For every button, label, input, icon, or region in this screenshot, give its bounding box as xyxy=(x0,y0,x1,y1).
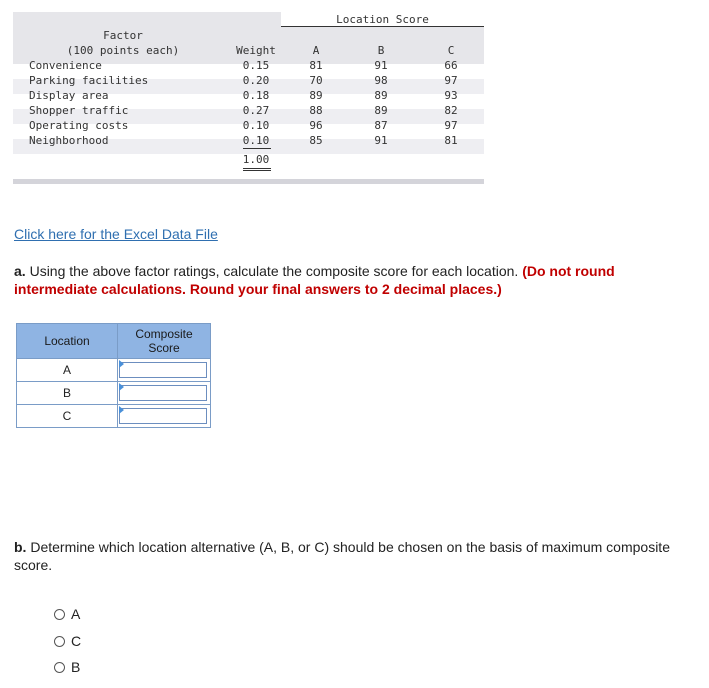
factor-header: Factor xyxy=(103,29,143,42)
score-b: 91 xyxy=(374,59,388,72)
radio-circle-icon[interactable] xyxy=(54,609,65,620)
factor-name: Operating costs xyxy=(29,119,129,132)
score-a: 85 xyxy=(309,134,323,147)
table-row xyxy=(17,405,211,428)
factor-name: Shopper traffic xyxy=(29,104,129,117)
input-marker-icon xyxy=(119,383,124,391)
col-b-header: B xyxy=(377,44,385,57)
input-marker-icon xyxy=(119,406,124,414)
score-b: 87 xyxy=(374,119,388,132)
score-c: 97 xyxy=(444,119,458,132)
option-b[interactable] xyxy=(54,659,80,675)
score-c: 66 xyxy=(444,59,458,72)
location-score-header: Location Score xyxy=(336,13,429,26)
answer-header-row xyxy=(17,324,211,359)
score-c: 82 xyxy=(444,104,458,117)
total-double-rule xyxy=(243,170,271,171)
question-a-label: a. xyxy=(14,263,26,279)
radio-circle-icon[interactable] xyxy=(54,636,65,647)
factor-name: Display area xyxy=(29,89,109,102)
col-a-header: A xyxy=(312,44,320,57)
location-cell: C xyxy=(17,405,118,428)
score-b: 98 xyxy=(374,74,388,87)
excel-data-link[interactable]: Click here for the Excel Data File xyxy=(14,226,218,242)
score-b: 89 xyxy=(374,89,388,102)
factor-header-sub: (100 points each) xyxy=(66,44,180,57)
location-cell: B xyxy=(17,382,118,405)
score-a: 81 xyxy=(309,59,323,72)
question-a-instruction: (Do not round intermediate calculations. Round your final answers to 2 decimal places.) xyxy=(14,263,615,297)
question-b-label: b. xyxy=(14,539,27,555)
factor-weight: 0.10 xyxy=(242,134,270,147)
score-c: 97 xyxy=(444,74,458,87)
score-cell xyxy=(118,359,211,382)
question-b-text: Determine which location alternative (A, B, or C) should be chosen on the basis of maximum composite score. xyxy=(14,539,670,573)
score-a: 96 xyxy=(309,119,323,132)
score-a: 70 xyxy=(309,74,323,87)
composite-score-table xyxy=(16,323,211,428)
table-row xyxy=(17,359,211,382)
option-label: B xyxy=(71,659,81,675)
factor-weight: 0.20 xyxy=(242,74,270,87)
factor-weight: 0.18 xyxy=(242,89,270,102)
factor-name: Neighborhood xyxy=(29,134,109,147)
question-b xyxy=(14,538,694,574)
score-input-a[interactable] xyxy=(119,362,207,378)
question-a-text: Using the above factor ratings, calculate the composite score for each location. xyxy=(25,263,523,279)
option-label: C xyxy=(71,633,82,649)
score-c: 81 xyxy=(444,134,458,147)
question-a xyxy=(14,262,694,298)
score-a: 88 xyxy=(309,104,323,117)
location-cell: A xyxy=(17,359,118,382)
score-input-c[interactable] xyxy=(119,408,207,424)
sum-rule xyxy=(243,148,271,149)
total-double-rule xyxy=(243,168,271,169)
option-label: A xyxy=(71,606,81,622)
score-cell xyxy=(118,405,211,428)
factor-weight: 0.15 xyxy=(242,59,270,72)
header-score-line1: Composite xyxy=(135,327,193,341)
header-composite-score xyxy=(118,324,211,359)
weight-header: Weight xyxy=(236,44,276,57)
factor-name: Convenience xyxy=(29,59,102,72)
factor-weight: 0.10 xyxy=(242,119,270,132)
factor-weight: 0.27 xyxy=(242,104,270,117)
table-row xyxy=(17,382,211,405)
factor-table xyxy=(13,8,484,184)
score-a: 89 xyxy=(309,89,323,102)
table-bottom-bar xyxy=(13,179,484,184)
col-c-header: C xyxy=(447,44,455,57)
weight-total: 1.00 xyxy=(242,153,270,166)
score-input-b[interactable] xyxy=(119,385,207,401)
score-c: 93 xyxy=(444,89,458,102)
header-score-line2: Score xyxy=(148,341,180,355)
input-marker-icon xyxy=(119,360,124,368)
option-a[interactable] xyxy=(54,606,80,622)
radio-circle-icon[interactable] xyxy=(54,662,65,673)
score-b: 91 xyxy=(374,134,388,147)
factor-name: Parking facilities xyxy=(29,74,149,87)
header-location: Location xyxy=(17,324,118,359)
location-score-rule xyxy=(281,26,484,27)
score-cell xyxy=(118,382,211,405)
option-c[interactable] xyxy=(54,633,81,649)
score-b: 89 xyxy=(374,104,388,117)
